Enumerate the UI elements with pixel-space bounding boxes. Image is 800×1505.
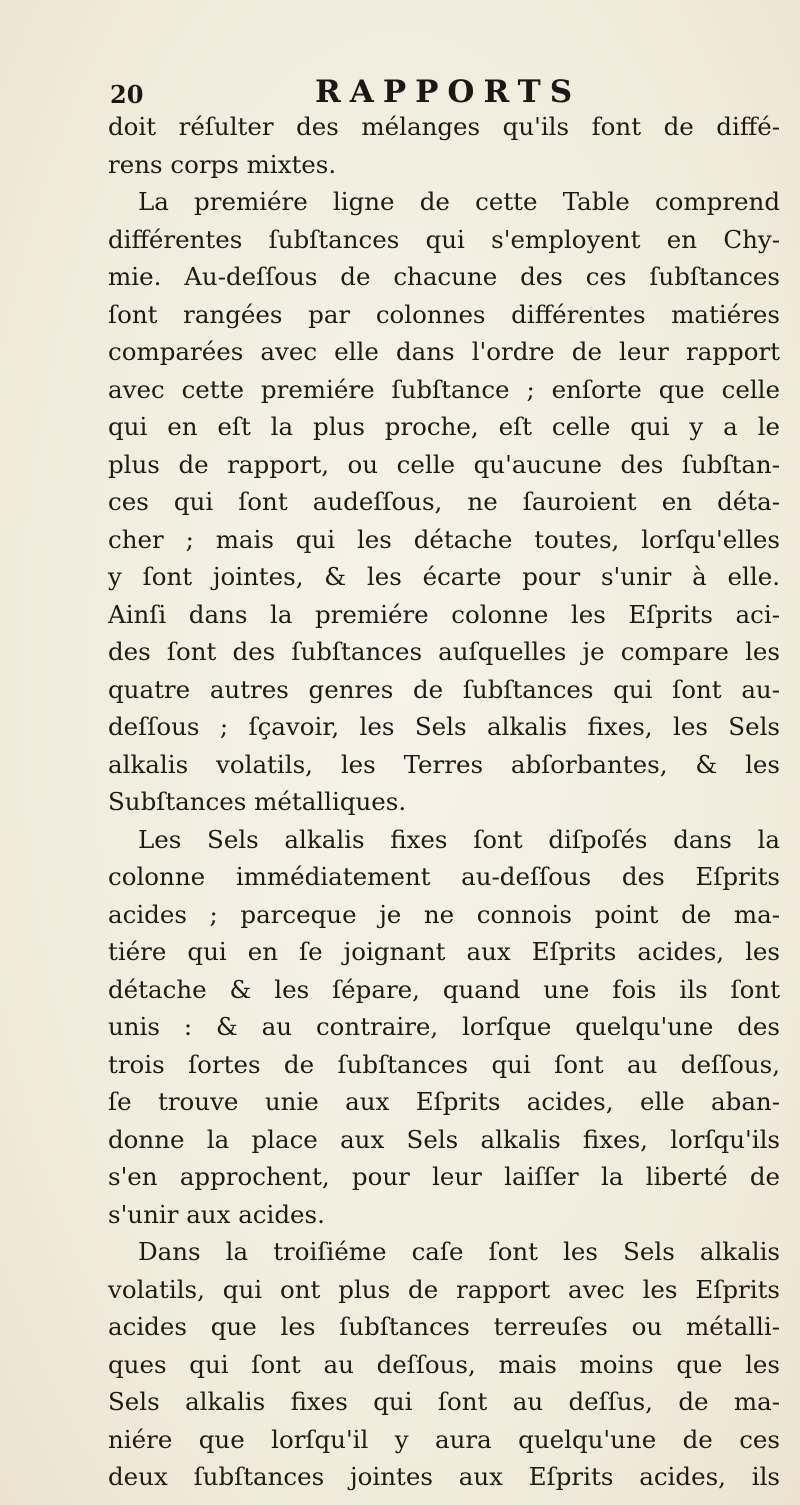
text-line: s'en approchent, pour leur laiſſer la liberté de <box>108 1162 780 1191</box>
text-line: cher ; mais qui les détache toutes, lorſqu'elles <box>108 524 780 554</box>
text-line: deux ſubſtances jointes aux Eſprits acides, ils <box>108 1462 780 1491</box>
text-line: unis : & au contraire, lorſque quelqu'une des <box>108 1012 780 1041</box>
running-title: RAPPORTS <box>315 74 582 110</box>
text-line: acides que les ſubſtances terreuſes ou métalli- <box>108 1312 780 1341</box>
text-line: ſe trouve unie aux Eſprits acides, elle aban- <box>108 1087 780 1116</box>
text-line: s'unir aux acides. <box>108 1199 325 1229</box>
text-line: avec cette premiére ſubſtance ; enſorte que celle <box>108 374 780 404</box>
text-line: Subſtances métalliques. <box>108 787 407 816</box>
page-number: 20 <box>110 80 144 109</box>
text-line: y ſont jointes, & les écarte pour s'unir à elle. <box>108 562 780 591</box>
text-line: des ſont des ſubſtances auſquelles je compare les <box>108 637 780 666</box>
text-line: alkalis volatils, les Terres abſorbantes, & les <box>108 749 780 779</box>
text-line: niére que lorſqu'il y aura quelqu'une de ces <box>108 1424 780 1454</box>
text-line: quatre autres genres de ſubſtances qui ſont au- <box>108 674 780 704</box>
text-line: mie. Au-deſſous de chacune des ces ſubſtances <box>108 262 780 291</box>
text-line: colonne immédiatement au-deſſous des Eſprits <box>108 862 780 891</box>
text-line: ces qui ſont audeſſous, ne ſauroient en déta- <box>108 487 780 516</box>
text-line: ques qui ſont au deſſous, mais moins que les <box>108 1349 780 1379</box>
text-line: donne la place aux Sels alkalis fixes, lorſqu'ils <box>108 1124 780 1154</box>
text-line: qui en eſt la plus proche, eſt celle qui y a le <box>108 412 780 441</box>
text-line: Dans la troiſiéme caſe ſont les Sels alkalis <box>138 1237 780 1266</box>
text-line: deſſous ; ſçavoir, les Sels alkalis fixes, les Sels <box>108 712 780 741</box>
text-line: volatils, qui ont plus de rapport avec les Eſprits <box>108 1274 780 1304</box>
text-line: comparées avec elle dans l'ordre de leur rapport <box>108 337 780 366</box>
text-line: détache & les ſépare, quand une fois ils ſont <box>108 974 780 1004</box>
text-line: tiére qui en ſe joignant aux Eſprits acides, les <box>108 937 780 966</box>
text-line: ſont rangées par colonnes différentes matiéres <box>108 299 780 329</box>
text-line: différentes ſubſtances qui s'employent en Chy- <box>108 224 780 254</box>
text-line: Les Sels alkalis fixes ſont diſpoſés dans la <box>138 824 780 854</box>
text-line: trois ſortes de ſubſtances qui ſont au deſſous, <box>108 1049 780 1079</box>
text-line: acides ; parceque je ne connois point de ma- <box>108 899 780 929</box>
text-line: doit réſulter des mélanges qu'ils font de diffé- <box>108 112 780 141</box>
body-text <box>108 108 780 1496</box>
text-line: Ainſi dans la premiére colonne les Eſprits aci- <box>108 599 780 629</box>
text-line: La premiére ligne de cette Table comprend <box>138 187 780 216</box>
text-line: Sels alkalis fixes qui ſont au deſſus, de ma- <box>108 1387 780 1416</box>
text-line: plus de rapport, ou celle qu'aucune des ſubſtan- <box>108 449 780 479</box>
text-line: rens corps mixtes. <box>108 149 337 179</box>
